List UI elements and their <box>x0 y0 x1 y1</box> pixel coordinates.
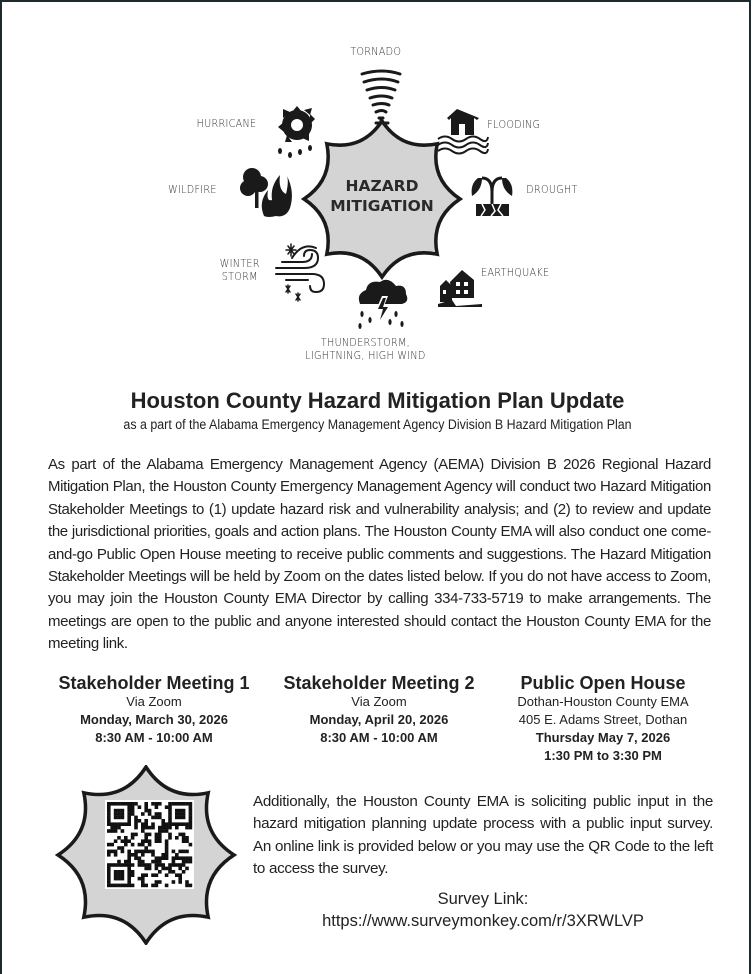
tornado-icon <box>362 71 400 123</box>
hurricane-icon <box>278 106 315 158</box>
meeting-location: Dothan-Houston County EMA <box>517 694 689 709</box>
survey-link-label: Survey Link: <box>437 890 529 908</box>
survey-paragraph: Additionally, the Houston County EMA is soliciting public input in the hazard mitigation planning update process with a public input survey. An online link is provided below or you may use the QR Code to the left to access the survey. <box>253 793 713 878</box>
hazard-mitigation-graphic <box>152 32 612 372</box>
page-subtitle: as a part of the Alabama Emergency Management Agency Division B Hazard Mitigation Plan <box>123 417 632 432</box>
meeting-block-stakeholder-1 <box>44 673 264 747</box>
meeting-date: Monday, April 20, 2026 <box>309 712 449 727</box>
storm-cloud-lightning-icon <box>358 280 407 329</box>
cracked-houses-icon <box>438 270 482 307</box>
center-label-line-1: HAZARD <box>345 177 419 195</box>
qr-code-badge <box>46 765 246 945</box>
hazard-label-winter-storm-line-2: STORM <box>221 271 258 284</box>
tree-flames-icon <box>240 168 292 217</box>
meeting-block-open-house <box>496 673 710 765</box>
meeting-time: 8:30 AM - 10:00 AM <box>320 730 438 745</box>
hazard-label-winter-storm <box>220 258 260 284</box>
wind-snowflake-icon <box>276 244 324 301</box>
hazard-label-thunderstorm-line-2: LIGHTNING, HIGH WIND <box>305 350 426 363</box>
meeting-block-stakeholder-2 <box>268 673 490 747</box>
meeting-address: 405 E. Adams Street, Dothan <box>518 712 688 727</box>
hazard-label-drought: DROUGHT <box>526 184 578 196</box>
intro-paragraph: As part of the Alabama Emergency Management Agency (AEMA) Division B 2026 Regional Hazard Mitigation Plan, the Houston County Emergency Management Agency will conduct two Hazard Mitigation Stakeholder Meetings to (1) update hazard risk and vulnerability analysis; and (2) to review and update the jurisdictional priorities, goals and action plans. The Houston County EMA will also conduct one come-and-go Public Open House meeting to receive public comments and suggestions. The Hazard Mitigation Stakeholder Meetings will be held by Zoom on the dates listed below. If you do not have access to Zoom, you may join the Houston County EMA Director by calling 334-733-5719 to make arrangements. The meetings are open to the public and anyone interested should contact the Houston County EMA for the meeting link. <box>48 456 711 653</box>
meeting-title: Stakeholder Meeting 2 <box>283 673 475 693</box>
page-title: Houston County Hazard Mitigation Plan Update <box>130 388 625 413</box>
hazard-label-thunderstorm <box>305 337 425 363</box>
meeting-location: Via Zoom <box>126 694 182 709</box>
meeting-location: Via Zoom <box>351 694 407 709</box>
qr-code-icon[interactable] <box>105 800 194 889</box>
survey-link[interactable]: https://www.surveymonkey.com/r/3XRWLVP <box>322 912 644 930</box>
hazard-label-flooding: FLOODING <box>487 119 541 131</box>
wilting-plant-icon <box>472 178 513 216</box>
hazard-label-tornado: TORNADO <box>350 46 402 58</box>
hazard-label-winter-storm-line-1: WINTER <box>219 258 260 270</box>
meeting-time: 1:30 PM to 3:30 PM <box>544 748 662 763</box>
meeting-title: Public Open House <box>520 673 686 693</box>
meeting-date: Monday, March 30, 2026 <box>80 712 228 727</box>
hazard-label-wildfire: WILDFIRE <box>168 184 217 196</box>
flooded-house-icon <box>438 109 488 154</box>
hazard-label-earthquake: EARTHQUAKE <box>480 267 550 279</box>
hazard-label-hurricane: HURRICANE <box>196 118 257 130</box>
center-badge-label <box>302 176 462 216</box>
center-label-line-2: MITIGATION <box>330 197 434 215</box>
meeting-time: 8:30 AM - 10:00 AM <box>95 730 213 745</box>
meeting-title: Stakeholder Meeting 1 <box>58 673 250 693</box>
hazard-label-thunderstorm-line-1: THUNDERSTORM, <box>320 337 410 349</box>
meeting-date: Thursday May 7, 2026 <box>535 730 671 745</box>
